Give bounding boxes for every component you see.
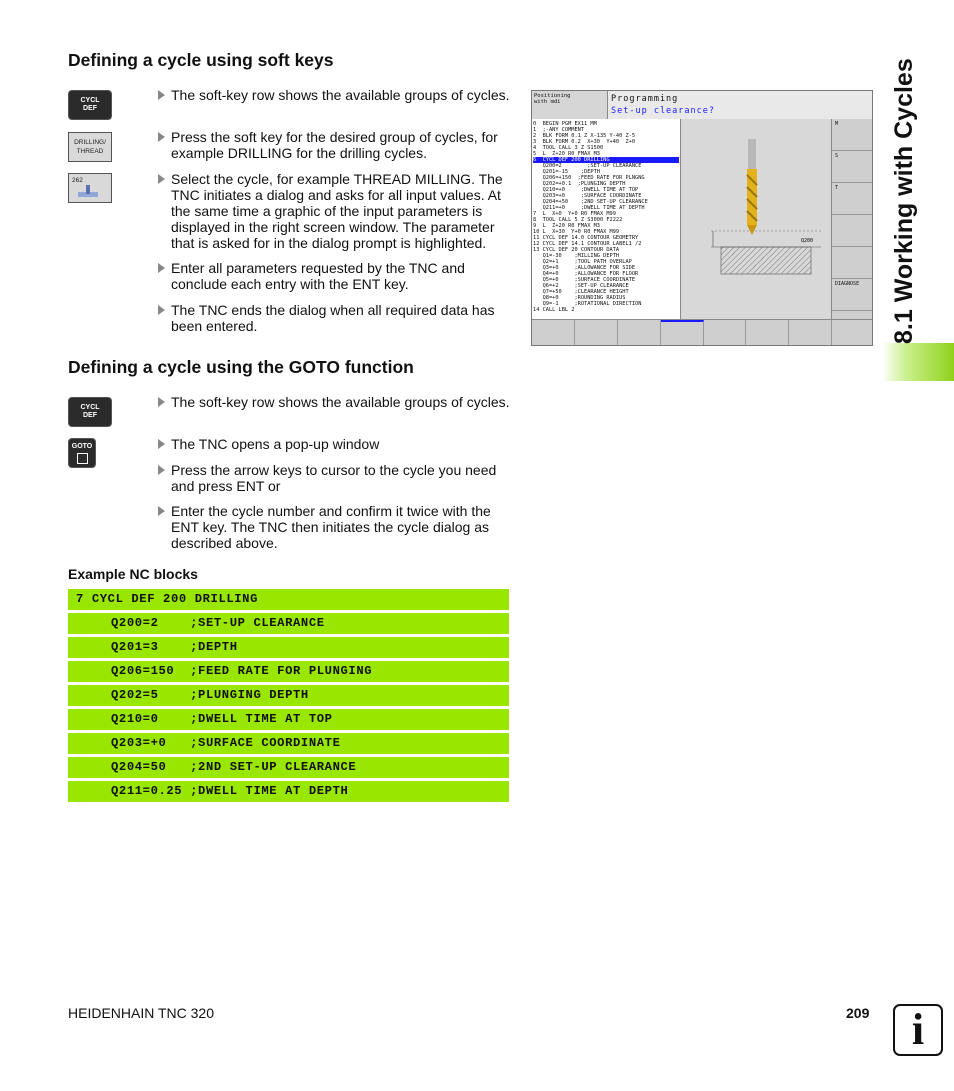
vertical-softkey[interactable] bbox=[832, 215, 873, 247]
goto-label: GOTO bbox=[71, 442, 93, 450]
footer-left: HEIDENHAIN TNC 320 bbox=[68, 1005, 215, 1021]
s2-step-1: The soft-key row shows the available groups of cycles. bbox=[158, 394, 510, 410]
example-heading: Example NC blocks bbox=[68, 566, 198, 582]
screen-header bbox=[607, 91, 873, 120]
softkey-2[interactable] bbox=[575, 320, 618, 346]
vertical-softkey[interactable]: S bbox=[832, 151, 873, 183]
softkey-1[interactable] bbox=[532, 320, 575, 346]
program-line: Q5=+0 ;SURFACE COORDINATE bbox=[533, 277, 636, 283]
nc-line-3: Q201=3 ;DEPTH bbox=[68, 637, 509, 658]
program-line: Q210=+0 ;DWELL TIME AT TOP bbox=[533, 187, 639, 193]
s1-step-2: Press the soft key for the desired group of cycles, for example DRILLING for the drilling cycles. bbox=[158, 129, 510, 161]
vertical-softkey[interactable]: M bbox=[832, 119, 873, 151]
program-line: Q7=+50 ;CLEARANCE HEIGHT bbox=[533, 289, 629, 295]
s1-step-4: Enter all parameters requested by the TNC and conclude each entry with the ENT key. bbox=[158, 260, 510, 292]
softkey-7[interactable] bbox=[789, 320, 832, 346]
program-line: Q1=-30 ;MILLING DEPTH bbox=[533, 253, 620, 259]
info-icon-glyph: i bbox=[911, 1005, 925, 1054]
nc-line-7: Q203=+0 ;SURFACE COORDINATE bbox=[68, 733, 509, 754]
program-line: 12 CYCL DEF 14.1 CONTOUR LABEL1 /2 bbox=[533, 241, 642, 247]
program-line: Q201=-15 ;DEPTH bbox=[533, 169, 600, 175]
nc-line-2: Q200=2 ;SET-UP CLEARANCE bbox=[68, 613, 509, 634]
goto-key[interactable] bbox=[68, 438, 96, 468]
program-line: 5 L Z+20 R0 FMAX M3 bbox=[533, 151, 600, 157]
program-line: 13 CYCL DEF 20 CONTOUR DATA bbox=[533, 247, 620, 253]
nc-line-1: 7 CYCL DEF 200 DRILLING bbox=[68, 589, 509, 610]
cycle-262-label: 262 bbox=[72, 177, 83, 184]
program-line: Q204=+50 ;2ND SET-UP CLEARANCE bbox=[533, 199, 648, 205]
graphic-window bbox=[681, 119, 831, 319]
info-icon bbox=[893, 1004, 943, 1056]
s1-step-3: Select the cycle, for example THREAD MILLING. The TNC initiates a dialog and asks for all input values. At the same time a graphic of the input parameters is displayed in the right screen window. The parameter that is asked for in the dialog prompt is highlighted. bbox=[158, 171, 510, 251]
program-line: Q203=+0 ;SURFACE COORDINATE bbox=[533, 193, 642, 199]
goto-square-icon bbox=[77, 453, 88, 464]
program-line: Q3=+0 ;ALLOWANCE FOR SIDE bbox=[533, 265, 636, 271]
softkey-row bbox=[532, 319, 873, 346]
softkey-4[interactable] bbox=[661, 320, 704, 346]
vertical-softkey[interactable]: T bbox=[832, 183, 873, 215]
s1-step-1: The soft-key row shows the available groups of cycles. bbox=[158, 87, 510, 103]
program-line: Q2=+1 ;TOOL PATH OVERLAP bbox=[533, 259, 632, 265]
program-line: Q9=-1 ;ROTATIONAL DIRECTION bbox=[533, 301, 642, 307]
page-number: 209 bbox=[846, 1005, 870, 1021]
nc-line-5: Q202=5 ;PLUNGING DEPTH bbox=[68, 685, 509, 706]
section2-heading: Defining a cycle using the GOTO function bbox=[68, 357, 414, 377]
screen-title: Programming bbox=[611, 94, 679, 104]
tnc-screen bbox=[531, 90, 873, 346]
program-line: Q211=+0 ;DWELL TIME AT DEPTH bbox=[533, 205, 645, 211]
thread-mill-icon bbox=[78, 185, 98, 197]
program-line: Q206=+150 ;FEED RATE FOR PLNGNG bbox=[533, 175, 645, 181]
program-line: Q200=2 ;SET-UP CLEARANCE bbox=[533, 163, 642, 169]
vertical-softkeys bbox=[831, 119, 873, 319]
screen-prompt: Set-up clearance? bbox=[611, 106, 715, 116]
program-line: 8 TOOL CALL 5 Z S3000 F2222 bbox=[533, 217, 623, 223]
vertical-softkey[interactable]: DIAGNOSE bbox=[832, 279, 873, 311]
program-line: 9 L Z+20 R0 FMAX M3 bbox=[533, 223, 600, 229]
program-line: 14 CALL LBL 2 bbox=[533, 307, 575, 313]
s2-step-2: The TNC opens a pop-up window bbox=[158, 436, 510, 452]
cycl-def-key[interactable]: CYCL DEF bbox=[68, 90, 112, 120]
program-line: Q202=+0.1 ;PLUNGING DEPTH bbox=[533, 181, 626, 187]
vertical-softkey[interactable] bbox=[832, 247, 873, 279]
section1-heading: Defining a cycle using soft keys bbox=[68, 50, 334, 70]
cycl-def-key-2[interactable]: CYCL DEF bbox=[68, 397, 112, 427]
screen-mode: Positioning with mdi bbox=[534, 93, 571, 105]
program-line: 0 BEGIN PGM EX11 MM bbox=[533, 121, 597, 127]
program-line: 7 L X+0 Y+0 R0 FMAX M99 bbox=[533, 211, 616, 217]
s2-step-4: Enter the cycle number and confirm it twice with the ENT key. The TNC then initiates the cycle dialog as described above. bbox=[158, 503, 510, 551]
drilling-thread-softkey[interactable]: DRILLING/ THREAD bbox=[68, 132, 112, 162]
nc-line-6: Q210=0 ;DWELL TIME AT TOP bbox=[68, 709, 509, 730]
nc-line-9: Q211=0.25 ;DWELL TIME AT DEPTH bbox=[68, 781, 509, 802]
program-listing bbox=[532, 119, 681, 319]
program-line: 11 CYCL DEF 14.0 CONTOUR GEOMETRY bbox=[533, 235, 639, 241]
softkey-3[interactable] bbox=[618, 320, 661, 346]
graphic-label: Q200 bbox=[801, 238, 814, 244]
drilling-graphic bbox=[681, 119, 831, 319]
nc-line-4: Q206=150 ;FEED RATE FOR PLUNGING bbox=[68, 661, 509, 682]
program-line: Q4=+0 ;ALLOWANCE FOR FLOOR bbox=[533, 271, 639, 277]
s2-step-3: Press the arrow keys to cursor to the cycle you need and press ENT or bbox=[158, 462, 510, 494]
program-line: Q6=+2 ;SET-UP CLEARANCE bbox=[533, 283, 629, 289]
program-line: 3 BLK FORM 0.2 X+30 Y+40 Z+0 bbox=[533, 139, 636, 145]
softkey-6[interactable] bbox=[746, 320, 789, 346]
chapter-side-title: 8.1 Working with Cycles bbox=[890, 58, 918, 344]
program-line: 6 CYCL DEF 200 DRILLING bbox=[533, 157, 679, 163]
softkey-5[interactable] bbox=[704, 320, 747, 346]
softkey-8[interactable] bbox=[832, 320, 873, 346]
cycle-262-softkey[interactable] bbox=[68, 173, 112, 203]
side-tab-green-bar bbox=[882, 343, 954, 381]
program-line: 2 BLK FORM 0.1 Z X-135 Y-40 Z-5 bbox=[533, 133, 636, 139]
s1-step-5: The TNC ends the dialog when all required data has been entered. bbox=[158, 302, 510, 334]
nc-line-8: Q204=50 ;2ND SET-UP CLEARANCE bbox=[68, 757, 509, 778]
program-line: Q8=+0 ;ROUNDING RADIUS bbox=[533, 295, 626, 301]
program-line: 1 ;-ANY COMMENT bbox=[533, 127, 585, 133]
program-line: 4 TOOL CALL 3 Z S1500 bbox=[533, 145, 604, 151]
program-line: 10 L X+30 Y+0 R0 FMAX M99 bbox=[533, 229, 620, 235]
